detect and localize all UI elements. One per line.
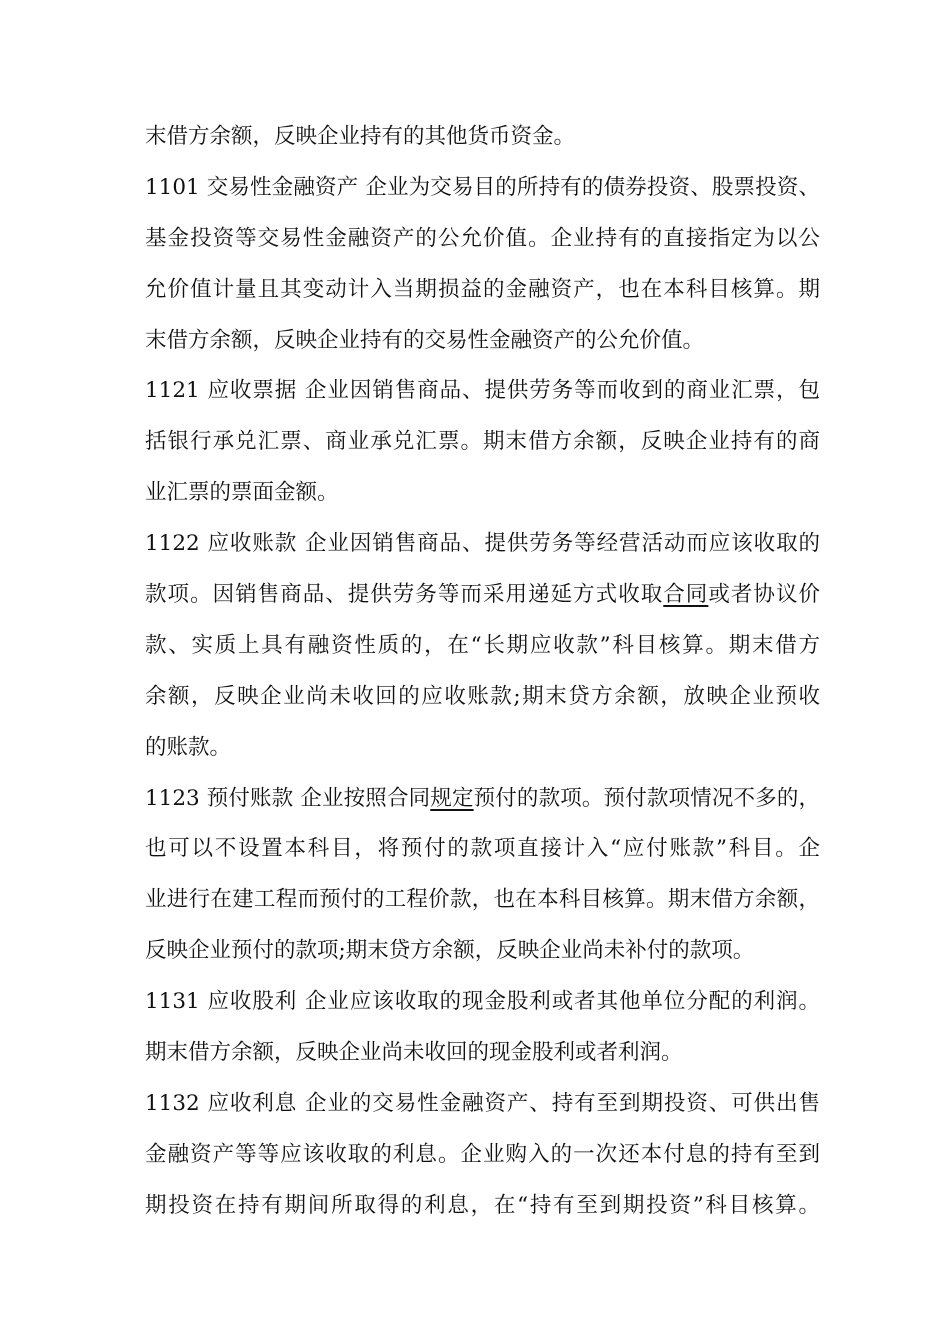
text-line: 余额，反映企业尚未收回的应收账款;期末贷方余额，放映企业预收 [145, 683, 820, 709]
text-line: 1131 应收股利 企业应该收取的现金股利或者其他单位分配的利润。 [145, 989, 820, 1015]
text-segment: 或者协议价 [708, 582, 820, 608]
text-line: 括银行承兑汇票、商业承兑汇票。期末借方余额，反映企业持有的商 [145, 429, 820, 455]
text-line [145, 774, 820, 825]
text-segment: 预付的款项。预付款项情况不多的， [473, 785, 820, 811]
text-segment: 款项。因销售商品、提供劳务等而采用递延方式收取 [145, 582, 664, 608]
text-line: 基金投资等交易性金融资产的公允价值。企业持有的直接指定为以公 [145, 225, 820, 251]
text-line: 期末借方余额，反映企业尚未收回的现金股利或者利润。 [145, 1040, 683, 1066]
underlined-term: 合同 [663, 582, 709, 608]
underlined-term: 规定 [430, 785, 474, 811]
text-line: 反映企业预付的款项;期末贷方余额，反映企业尚未补付的款项。 [145, 938, 755, 964]
text-line: 1121 应收票据 企业因销售商品、提供劳务等而收到的商业汇票，包 [145, 378, 820, 404]
text-line: 末借方余额，反映企业持有的其他货币资金。 [145, 124, 576, 149]
document-page [145, 112, 820, 1232]
text-line: 也可以不设置本科目，将预付的款项直接计入“应付账款”科目。企 [145, 836, 820, 862]
text-segment: 1123 预付账款 企业按照合同 [145, 785, 431, 811]
text-line: 业进行在建工程而预付的工程价款，也在本科目核算。期末借方余额， [145, 887, 820, 913]
text-line: 期投资在持有期间所取得的利息，在“持有至到期投资”科目核算。 [145, 1192, 820, 1218]
text-line: 1122 应收账款 企业因销售商品、提供劳务等经营活动而应该收取的 [145, 531, 820, 557]
text-line: 金融资产等等应该收取的利息。企业购入的一次还本付息的持有至到 [145, 1141, 820, 1167]
text-line: 款、实质上具有融资性质的，在“长期应收款”科目核算。期末借方 [145, 632, 820, 658]
text-line: 的账款。 [145, 734, 232, 760]
text-line: 末借方余额，反映企业持有的交易性金融资产的公允价值。 [145, 327, 705, 353]
text-line [145, 570, 820, 621]
text-line: 1132 应收利息 企业的交易性金融资产、持有至到期投资、可供出售 [145, 1090, 820, 1116]
text-line: 1101 交易性金融资产 企业为交易目的所持有的债券投资、股票投资、 [145, 174, 820, 200]
text-line: 业汇票的票面金额。 [145, 480, 339, 506]
text-line: 允价值计量且其变动计入当期损益的金融资产，也在本科目核算。期 [145, 276, 820, 302]
